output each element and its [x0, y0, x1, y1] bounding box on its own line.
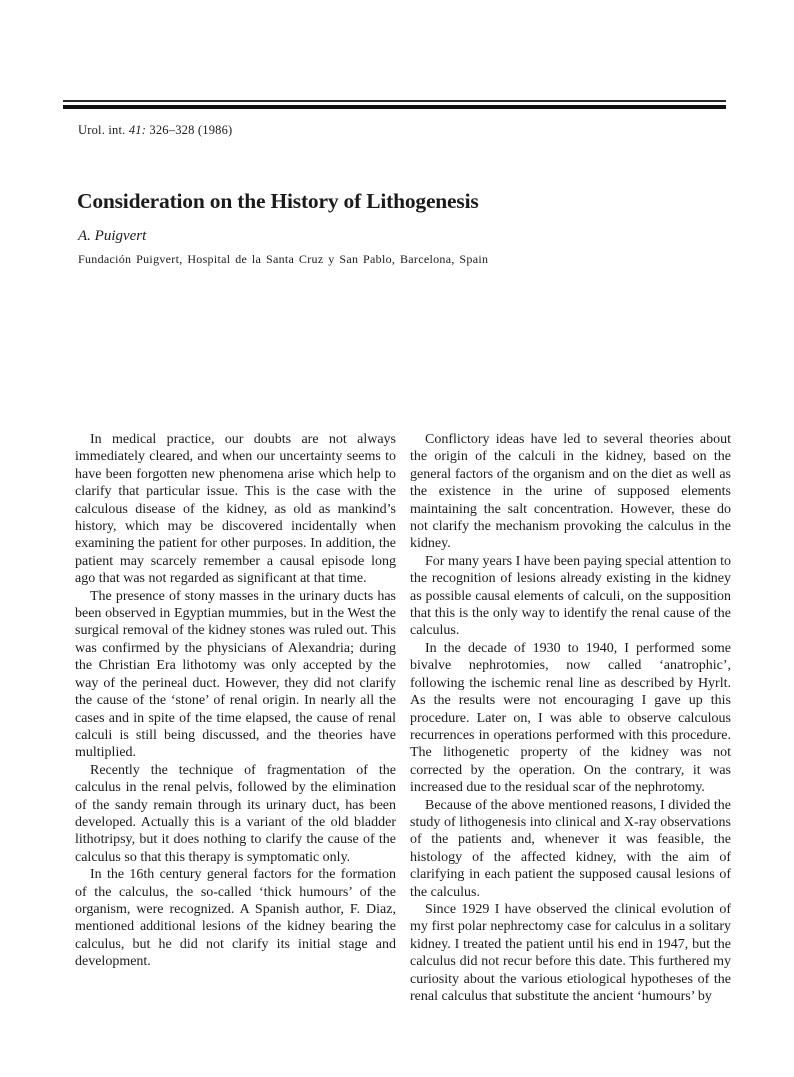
- paragraph-left-3: Recently the technique of fragmentation of the calculus in the renal pelvis, followed by the elimination of the sandy remain through its urinary duct, has been developed. Actually this is a variant of the old bladder lithotripsy, but it does nothing to clarify the cause of the calculus so that this therapy is symptomatic only.: [75, 762, 396, 865]
- paragraph-right-2: For many years I have been paying special attention to the recognition of lesions already existing in the kidney as possible causal elements of calculi, on the supposition that this is the only way to identify the renal cause of the calculus.: [410, 553, 731, 639]
- header-rule-thin: [63, 100, 726, 102]
- paragraph-right-4: Because of the above mentioned reasons, I divided the study of lithogenesis into clinical and X-ray observations of the patients and, whenever it was feasible, the histology of the affected kidney, with the aim of clarifying in each patient the supposed causal lesions of the calculus.: [410, 797, 731, 900]
- journal-citation: [78, 123, 232, 138]
- author-affiliation: Fundación Puigvert, Hospital de la Santa Cruz y San Pablo, Barcelona, Spain: [78, 252, 489, 266]
- paragraph-left-2: The presence of stony masses in the urinary ducts has been observed in Egyptian mummies, but in the West the surgical removal of the kidney stones was ruled out. This was confirmed by the physicians of Alexandria; during the Christian Era lithotomy was only accepted by the way of the perineal duct. However, they did not clarify the cause of the ‘stone’ of renal origin. In nearly all the cases and in spite of the time elapsed, the cause of renal calculi is still being discussed, and the theories have multiplied.: [75, 588, 396, 761]
- left-column: [75, 431, 396, 1005]
- paragraph-right-3: In the decade of 1930 to 1940, I performed some bivalve nephrotomies, now called ‘anatrophic’, following the ischemic renal line as described by Hyrlt. As the results were not encouraging I gave up this procedure. Later on, I was able to observe calculous recurrences in operations performed with this procedure. The lithogenetic property of the kidney was not corrected by the operation. On the contrary, it was increased due to the residual scar of the nephrotomy.: [410, 640, 731, 796]
- article-title: Consideration on the History of Lithogenesis: [77, 189, 479, 213]
- paragraph-right-5: Since 1929 I have observed the clinical evolution of my first polar nephrectomy case for calculus in a solitary kidney. I treated the patient until his end in 1947, but the calculus did not recur before this date. This furthered my curiosity about the various etiological hypotheses of the renal calculus that substitute the ancient ‘humours’ by: [410, 901, 731, 1004]
- header-rule-thick: [63, 105, 726, 109]
- citation-volume: 41:: [128, 123, 147, 137]
- citation-journal: Urol. int.: [78, 123, 129, 137]
- paragraph-right-1: Conflictory ideas have led to several theories about the origin of the calculi in the kidney, based on the general factors of the organism and on the diet as well as the existence in the urine of supposed elements maintaining the salt concentration. However, these do not clarify the mechanism provoking the calculus in the kidney.: [410, 432, 731, 552]
- right-column: [410, 431, 731, 1005]
- paragraph-left-1: In medical practice, our doubts are not always immediately cleared, and when our uncertainty seems to have been forgotten new phenomena arise which help to clarify that particular issue. This is the case with the calculous disease of the kidney, as old as mankind’s history, which may be discovered incidentally when examining the patient for other purposes. In addition, the patient may scarcely remember a causal episode long ago that was not regarded as significant at that time.: [75, 432, 396, 587]
- author-name: A. Puigvert: [78, 228, 147, 244]
- paragraph-left-4: In the 16th century general factors for the formation of the calculus, the so-called ‘thick humours’ of the organism, were recognized. A Spanish author, F. Diaz, mentioned additional lesions of the kidney bearing the calculus, but he did not clarify its initial stage and development.: [75, 867, 396, 970]
- citation-pages: 326–328 (1986): [146, 123, 233, 137]
- article-body: [75, 431, 731, 1005]
